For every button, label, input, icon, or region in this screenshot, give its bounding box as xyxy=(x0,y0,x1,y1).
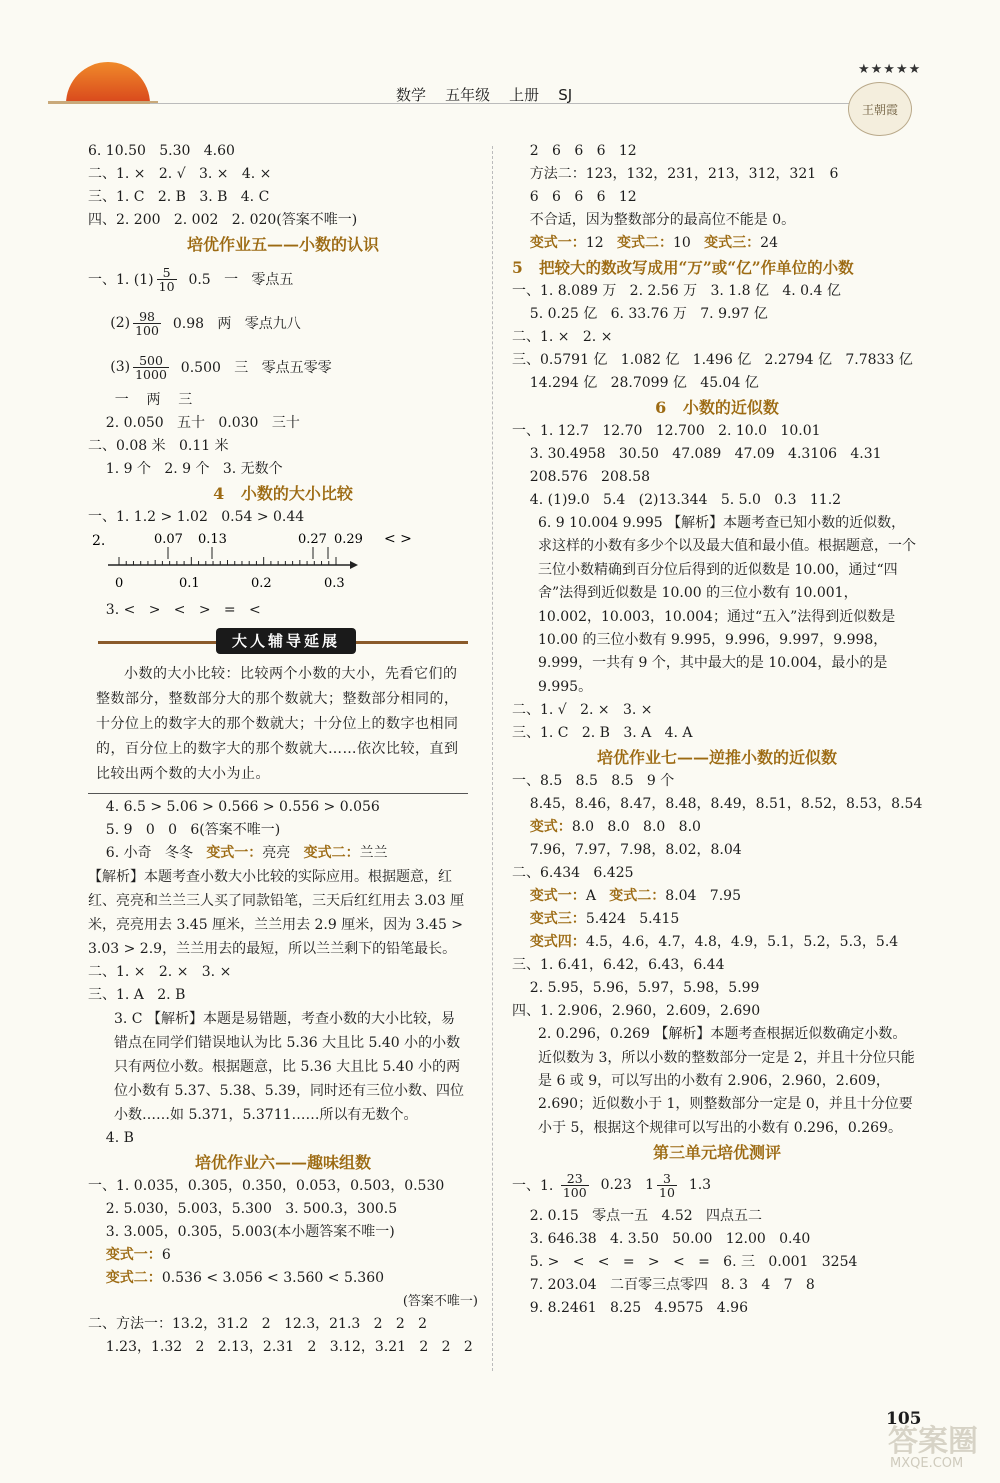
answer-line: 二、6.434 6.425 xyxy=(512,865,634,882)
page-header xyxy=(0,0,1000,130)
column-divider xyxy=(492,146,493,1371)
answer-line: 14.294 亿 28.7099 亿 45.04 亿 xyxy=(512,375,759,391)
answer-line: 5. 9 0 0 6(答案不唯一) xyxy=(88,822,281,838)
answer-line: 四、2. 200 2. 002 2. 020(答案不唯一) xyxy=(88,212,358,228)
answer-line: 二、1. √ 2. × 3. × xyxy=(512,702,653,719)
answer-text: 1.3 xyxy=(679,1177,712,1194)
answer-line: 4. (1)9.0 5.4 (2)13.344 5. 5.0 0.3 11.2 xyxy=(512,492,842,508)
answer-line: 6. 10.50 5.30 4.60 xyxy=(88,143,235,159)
answer-line xyxy=(512,232,922,255)
numerator: 3 xyxy=(657,1172,677,1186)
number-line-label: 0.13 xyxy=(198,532,227,547)
number-line-diagram xyxy=(88,529,478,599)
denominator: 1000 xyxy=(135,366,167,382)
answer-text xyxy=(512,934,530,950)
answer-line: 1.23，1.32 2 2.13，2.31 2 3.12，3.21 2 2 2 xyxy=(88,1339,473,1355)
answer-line: 8.45，8.46，8.47，8.48，8.49，8.51，8.52，8.53，8.54 xyxy=(512,796,923,813)
answer-line: 9. 8.2461 8.25 4.9575 4.96 xyxy=(512,1300,748,1317)
answer-line: 三、0.5791 亿 1.082 亿 1.496 亿 2.2794 亿 7.7833 亿 xyxy=(512,352,913,368)
tutoring-banner xyxy=(88,626,478,658)
answer-note: (答案不唯一) xyxy=(402,1294,478,1309)
explanation-paragraph: 【解析】本题考查小数大小比较的实际应用。根据题意，红红、亮亮和兰兰三人买了同款铅笔，三天后红红用去 3.03 厘米，亮亮用去 3.45 厘米，兰兰用去 2.9 厘米，因为 3.45 > 3.03 > 2.9，兰兰用去的最短，所以兰兰剩下的铅笔最长。 xyxy=(88,869,465,957)
number-line-label: 0.29 xyxy=(334,532,363,547)
watermark-logo: 答案圈 xyxy=(888,1424,978,1459)
answer-line xyxy=(512,816,922,839)
logo-divider xyxy=(48,101,158,104)
explanation-paragraph: 6. 9 10.004 9.995 【解析】本题考查已知小数的近似数，求这样的小数有多少个以及最大值和最小值。根据题意，一个三位小数精确到百分位后得到的近似数是 10.00，通过“四舍”法得到近似数是 10.00 的三位小数有 10.001，10.002，10.003，10.004；通过“五入”法得到近似数是 10.00 的三位小数有 9.995，9.996，9.997，9.998，9.999，一共有 9 个，其中最大的是 10.004，最小的是 9.995。 xyxy=(538,515,916,695)
variant-label: 变式： xyxy=(529,819,572,836)
answer-line: 208.576 208.58 xyxy=(512,469,651,485)
denominator: 10 xyxy=(158,278,175,294)
fraction xyxy=(561,1172,589,1199)
answer-line: 7.96，7.97，7.98，8.02，8.04 xyxy=(512,842,742,859)
banner-title: 大人辅导延展 xyxy=(216,628,356,654)
answer-line: 三、1. C 2. B 3. B 4. C xyxy=(88,189,270,205)
answer-line xyxy=(512,885,922,908)
answer-line: 5. 0.25 亿 6. 33.76 万 7. 9.97 亿 xyxy=(512,306,768,322)
answer-line: 3. 646.38 4. 3.50 50.00 12.00 0.40 xyxy=(512,1231,811,1248)
answer-line: 2 6 6 6 12 xyxy=(512,143,637,159)
fraction xyxy=(133,310,161,337)
answer-line: 4. 6.5 > 5.06 > 0.566 > 0.556 > 0.056 xyxy=(88,799,380,815)
section-heading: 6 小数的近似数 xyxy=(655,398,779,417)
answer-text xyxy=(88,1247,106,1263)
header-title: 数学 五年级 上册 SJ xyxy=(396,86,573,104)
answer-line xyxy=(88,1267,478,1290)
question-number: 2. xyxy=(92,533,106,549)
answer-line: 2. 5.95，5.96，5.97，5.98，5.99 xyxy=(512,980,760,997)
answer-line: 二、方法一：13.2，31.2 2 12.3，21.3 2 2 2 xyxy=(88,1316,428,1332)
tick-label: 0.3 xyxy=(324,576,345,591)
numerator: 98 xyxy=(133,310,161,324)
watermark-url: MXQE.COM xyxy=(890,1456,964,1471)
answer-line: 二、0.08 米 0.11 米 xyxy=(88,438,229,454)
answer-prefix: (2) xyxy=(88,315,131,331)
variant-label: 变式二： xyxy=(609,888,666,905)
number-line xyxy=(88,529,478,599)
answer-text: 10 xyxy=(672,235,705,251)
answer-line: 7. 203.04 二百零三点零四 8. 3 4 7 8 xyxy=(512,1277,815,1294)
answer-text: 0.500 三 零点五零零 xyxy=(171,360,332,376)
answer-line xyxy=(512,931,922,954)
answer-line: 一、1. 8.089 万 2. 2.56 万 3. 1.8 亿 4. 0.4 亿 xyxy=(512,283,841,299)
variant-label: 变式一： xyxy=(206,845,263,861)
answer-line: 四、1. 2.906，2.960，2.609，2.690 xyxy=(512,1003,761,1020)
answer-line: 4. B xyxy=(88,1130,134,1146)
section-heading: 培优作业七——逆推小数的近似数 xyxy=(596,748,837,768)
answer-text xyxy=(512,819,530,835)
section-heading: 培优作业五——小数的认识 xyxy=(186,235,379,254)
fraction-answer-row xyxy=(88,257,478,301)
answer-line: 方法二：123，132，231，213，312，321 6 xyxy=(512,166,839,182)
answer-line: 3. 3.005，0.305，5.003(本小题答案不唯一) xyxy=(88,1224,395,1240)
fraction xyxy=(657,1172,677,1199)
variant-label: 变式一： xyxy=(105,1247,162,1263)
variant-label: 变式三： xyxy=(704,235,761,251)
answer-text xyxy=(512,235,530,251)
answer-line: 一、1. 0.035，0.305，0.350，0.053，0.503，0.530 xyxy=(88,1178,445,1194)
explanation-paragraph: 2. 0.296，0.269 【解析】本题考查根据近似数确定小数。近似数为 3，所以小数的整数部分一定是 2，并且十分位只能是 6 或 9，可以写出的小数有 2.906，2.960，2.609，2.690；近似数小于 1，则整数部分一定是 0，并且十分位要小于 5，根据这个规律可以写出的小数有 0.296，0.269。 xyxy=(538,1026,915,1136)
number-line-arrows xyxy=(168,547,328,559)
answer-text xyxy=(512,888,530,904)
tick-marks xyxy=(119,557,336,565)
variant-label: 变式四： xyxy=(529,934,586,951)
variant-label: 变式二： xyxy=(303,845,360,861)
variant-label: 变式二： xyxy=(616,235,673,251)
stars-icon: ★★★★★ xyxy=(858,62,922,77)
section-heading: 培优作业六——趣味组数 xyxy=(194,1153,371,1172)
variant-label: 变式三： xyxy=(529,911,586,928)
denominator: 10 xyxy=(659,1184,675,1200)
arrow-icon xyxy=(350,561,358,569)
answer-line: 一 两 三 xyxy=(88,392,193,408)
answer-text: 24 xyxy=(760,235,778,251)
answer-prefix: 一、1. xyxy=(512,1178,558,1195)
section-heading: 5 把较大的数改写成用“万”或“亿”作单位的小数 xyxy=(512,258,854,277)
answer-line: 2. 5.030，5.003，5.300 3. 500.3，300.5 xyxy=(88,1201,398,1217)
answer-text: A xyxy=(585,888,610,905)
answer-text: 8.04 7.95 xyxy=(665,888,741,905)
answer-prefix: (3) xyxy=(88,359,131,375)
variant-label: 变式一： xyxy=(529,235,586,251)
answer-line: 1. 9 个 2. 9 个 3. 无数个 xyxy=(88,461,283,477)
answer-line xyxy=(512,908,922,931)
answer-line: 二、1. × 2. × xyxy=(512,329,613,345)
answer-text: 5.424 5.415 xyxy=(585,911,680,928)
explanation-paragraph: 3. C 【解析】本题是易错题，考查小数的大小比较，易错点在同学们错误地认为比 5.36 大且比 5.40 小的小数只有两位小数。根据题意，比 5.36 大且比 5.40 小的两位小数有 5.37、5.38、5.39，同时还有三位小数、四位小数……如 5.371，5.3711……所以有无数个。 xyxy=(114,1011,464,1123)
answer-text xyxy=(88,1270,106,1286)
answer-line: 二、1. × 2. √ 3. × 4. × xyxy=(88,166,272,182)
answer-line: 一、8.5 8.5 8.5 9 个 xyxy=(512,773,675,790)
fraction xyxy=(133,354,169,381)
answer-line: 3. < > < > = < xyxy=(88,602,261,618)
tick-label: 0.2 xyxy=(251,576,272,591)
fraction-answer-row xyxy=(88,345,478,389)
answer-text: 12 xyxy=(585,235,617,251)
denominator: 100 xyxy=(135,322,159,338)
answer-text: 0.5 一 零点五 xyxy=(179,272,294,288)
tick-label: 0 xyxy=(115,576,124,591)
right-column xyxy=(512,140,922,1320)
section-heading: 第三单元培优测评 xyxy=(652,1143,781,1163)
answer-text: 兰兰 xyxy=(359,845,388,861)
variant-label: 变式一： xyxy=(529,888,586,905)
answer-text: 4.5，4.6，4.7，4.8，4.9，5.1，5.2，5.3，5.4 xyxy=(585,934,899,951)
sunset-logo-icon xyxy=(66,62,150,104)
denominator: 100 xyxy=(562,1184,587,1200)
answer-text: 0.23 1 xyxy=(591,1177,655,1194)
fraction-answer-row xyxy=(512,1165,922,1205)
answer-line: 6 6 6 6 12 xyxy=(512,189,637,205)
answer-line: 5. > < < = > < = 6. 三 0.001 3254 xyxy=(512,1254,858,1271)
answer-line: 一、1. 12.7 12.70 12.700 2. 10.0 10.01 xyxy=(512,423,821,439)
answer-text: 0.536 < 3.056 < 3.560 < 5.360 xyxy=(161,1270,385,1286)
answer-text: 0.98 两 零点九八 xyxy=(163,316,301,332)
comparison-signs: < > xyxy=(384,531,412,547)
answer-line: 不合适，因为整数部分的最高位不能是 0。 xyxy=(512,212,796,228)
number-line-label: 0.07 xyxy=(154,532,183,547)
fraction xyxy=(157,266,177,293)
number-line-label: 0.27 xyxy=(298,532,327,547)
section-heading: 4 小数的大小比较 xyxy=(213,484,353,503)
answer-text xyxy=(512,911,530,927)
tutoring-note: 小数的大小比较：比较两个小数的大小，先看它们的整数部分，整数部分大的那个数就大；整数部分相同的，十分位上的数字大的那个数就大；十分位上的数字也相同的，百分位上的数字大的那个数就大……依次比较，直到比较出两个数的大小为止。 xyxy=(96,666,459,782)
answer-line: 3. 30.4958 30.50 47.089 47.09 4.3106 4.31 xyxy=(512,446,882,462)
fraction-answer-row xyxy=(88,301,478,345)
answer-line xyxy=(88,842,478,865)
numerator: 5 xyxy=(157,266,177,280)
answer-line: 2. 0.15 零点一五 4.52 四点五二 xyxy=(512,1208,763,1225)
answer-line: 三、1. C 2. B 3. A 4. A xyxy=(512,725,693,742)
variant-label: 变式二： xyxy=(105,1270,162,1286)
answer-line: 三、1. 6.41，6.42，6.43，6.44 xyxy=(512,957,725,974)
numerator: 23 xyxy=(561,1172,589,1186)
brand-badge: 王朝霞 xyxy=(848,82,912,136)
answer-line: 二、1. × 2. × 3. × xyxy=(88,964,232,980)
answer-line xyxy=(88,1244,478,1267)
answer-text: 亮亮 xyxy=(262,845,304,861)
answer-line: 三、1. A 2. B xyxy=(88,987,186,1003)
numerator: 500 xyxy=(133,354,169,368)
answer-text: 6 xyxy=(161,1247,171,1263)
answer-text: 6. 小奇 冬冬 xyxy=(88,845,207,861)
page-number: 105 xyxy=(886,1409,922,1429)
left-column xyxy=(88,140,478,1359)
answer-line: 一、1. 1.2 > 1.02 0.54 > 0.44 xyxy=(88,509,305,525)
answer-line: 2. 0.050 五十 0.030 三十 xyxy=(88,415,300,431)
tick-label: 0.1 xyxy=(179,576,200,591)
answer-prefix: 一、1. (1) xyxy=(88,272,154,288)
answer-text: 8.0 8.0 8.0 8.0 xyxy=(571,819,701,836)
